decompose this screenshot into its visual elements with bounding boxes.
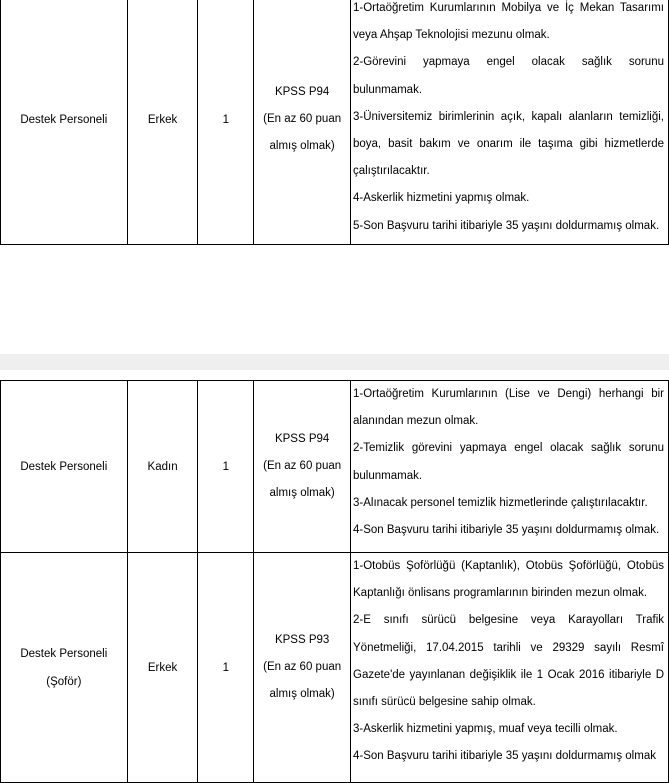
kpss-text: almış olmak) [269, 487, 335, 499]
gender-cell [127, 553, 198, 783]
gender-cell [127, 0, 198, 245]
table-row [1, 553, 669, 783]
requirement-line: bulunmamak. [353, 469, 423, 482]
requirement-line: 5-Son Başvuru tarihi itibariyle 35 yaşını doldurmamış olmak. [352, 219, 660, 232]
requirement-line: Gazete'de yayınlanan değişiklik ile 1 Ocak 2016 itibariyle D [353, 668, 664, 681]
gender-text: Kadın [147, 460, 178, 473]
kpss-text: (En az 60 puan [263, 460, 342, 472]
kpss-cell [254, 381, 351, 553]
requirement-line: veya Ahşap Teknolojisi mezunu olmak. [352, 29, 550, 42]
requirement-line: 3-Alınacak personel temizlik hizmetlerinde çalıştırılacaktır. [353, 496, 648, 509]
position-cell [1, 381, 128, 553]
kpss-cell [254, 553, 351, 783]
requirement-line: çalıştırılacaktır. [352, 165, 430, 178]
table-row [1, 0, 669, 245]
requirement-line: 4-Son Başvuru tarihi itibariyle 35 yaşını doldurmamış olmak. [353, 524, 660, 537]
requirements-cell [350, 0, 668, 245]
count-text: 1 [222, 460, 230, 473]
requirement-line: sınıfı sürücü belgesine sahip olmak. [353, 696, 536, 709]
requirement-line: 4-Askerlik hizmetini yapmış olmak. [352, 192, 530, 205]
page-separator [0, 354, 669, 370]
position-text: Destek Personeli [20, 113, 108, 126]
count-text: 1 [222, 661, 230, 674]
kpss-text: (En az 60 puan [263, 113, 342, 125]
count-cell [198, 553, 254, 783]
kpss-text: KPSS P94 [274, 86, 330, 98]
requirement-line: 3-Üniversitemiz birimlerinin açık, kapalı alanların temizliği, [352, 110, 664, 123]
requirements-cell [351, 553, 669, 783]
requirement-line: 1-Ortaöğretim Kurumlarının (Lise ve Dengi) herhangi bir [353, 388, 664, 400]
kpss-text: KPSS P94 [274, 433, 330, 445]
position-text: Destek Personeli [20, 647, 108, 660]
gender-text: Erkek [147, 113, 178, 126]
requirement-line: Kaptanlığı önlisans programlarının birinden mezun olmak. [353, 587, 648, 600]
count-cell [198, 0, 254, 245]
requirement-line: 3-Askerlik hizmetini yapmış, muaf veya tecilli olmak. [353, 723, 618, 736]
requirement-line: bulunmamak. [352, 83, 423, 96]
kpss-text: almış olmak) [269, 140, 335, 152]
requirement-line: boya, basit bakım ve onarım ile taşıma gibi hizmetlerde [352, 138, 664, 151]
count-text: 1 [222, 113, 230, 126]
kpss-text: KPSS P93 [274, 634, 330, 646]
requirement-line: 1-Ortaöğretim Kurumlarının Mobilya ve İç Mekan Tasarımı [352, 2, 664, 14]
position-cell [1, 553, 128, 783]
gender-cell [127, 381, 198, 553]
requirement-line: 2-Görevini yapmaya engel olacak sağlık sorunu [352, 56, 664, 69]
requirements-cell [351, 381, 669, 553]
gender-text: Erkek [147, 661, 178, 674]
table-row [1, 381, 669, 553]
requirement-line: alanından mezun olmak. [353, 415, 479, 428]
requirement-line: 4-Son Başvuru tarihi itibariyle 35 yaşını doldurmamış olmak [353, 750, 656, 763]
requirement-line: 2-E sınıfı sürücü belgesine veya Karayolları Trafik [353, 614, 664, 627]
requirement-line: Yönetmeliği, 17.04.2015 tarihli ve 29329 sayılı Resmî [353, 641, 664, 654]
position-cell [1, 0, 128, 245]
kpss-text: almış olmak) [269, 688, 335, 700]
requirement-line: 2-Temizlik görevini yapmaya engel olacak sağlık sorunu [353, 442, 664, 455]
position-text: Destek Personeli [20, 460, 108, 473]
requirement-line: 1-Otobüs Şoförlüğü (Kaptanlık), Otobüs Şoförlüğü, Otobüs [353, 560, 664, 572]
count-cell [198, 381, 254, 553]
position-text: (Şoför) [46, 675, 82, 688]
kpss-text: (En az 60 puan [263, 661, 342, 673]
staff-table-top [0, 0, 669, 245]
kpss-cell [254, 0, 351, 245]
staff-table-bottom [0, 380, 669, 783]
